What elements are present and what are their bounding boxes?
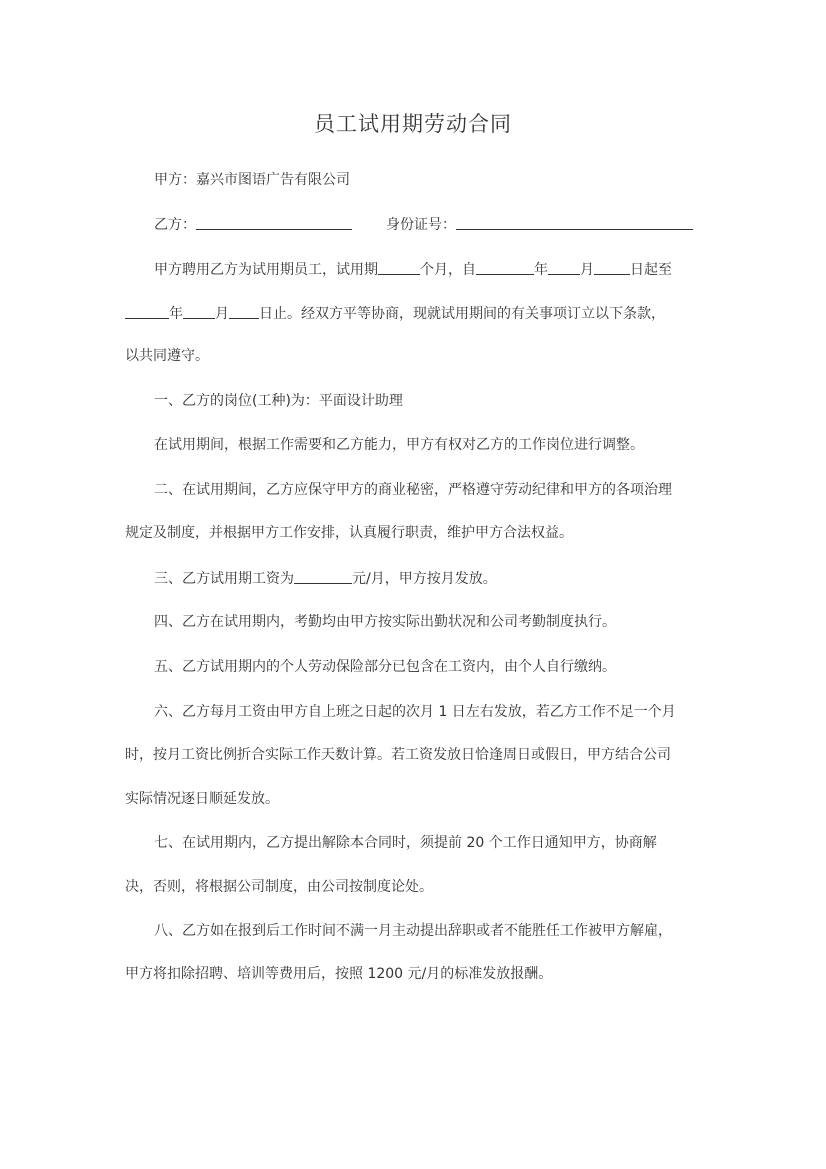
clause-4: 四、乙方在试用期内，考勤均由甲方按实际出勤状况和公司考勤制度执行。 <box>154 614 616 630</box>
id-number-blank <box>456 214 693 230</box>
clause-2-line-2: 规定及制度，并根据甲方工作安排，认真履行职责，维护甲方合法权益。 <box>125 525 573 541</box>
clause-1: 一、乙方的岗位(工种)为：平面设计助理 <box>154 393 403 409</box>
intro-text-6: 年 <box>169 306 183 322</box>
intro-text-4: 月 <box>580 262 594 278</box>
intro-text-5: 日起至 <box>630 262 672 278</box>
intro-text-3: 年 <box>534 262 548 278</box>
intro-text-1: 甲方聘用乙方为试用期员工，试用期 <box>154 262 378 278</box>
intro-line-1 <box>154 259 700 280</box>
party-a-line: 甲方：嘉兴市图语广告有限公司 <box>154 172 350 188</box>
party-b-line <box>154 214 700 235</box>
clause-3 <box>154 568 700 589</box>
salary-blank <box>294 568 352 584</box>
end-year-blank <box>125 303 169 319</box>
clause-1-detail: 在试用期间，根据工作需要和乙方能力，甲方有权对乙方的工作岗位进行调整。 <box>154 437 644 453</box>
end-day-blank <box>229 303 259 319</box>
clause-8-line-2: 甲方将扣除招聘、培训等费用后，按照 1200 元/月的标准发放报酬。 <box>125 966 553 982</box>
intro-text-7: 月 <box>215 306 229 322</box>
clause-6-line-3: 实际情况逐日顺延发放。 <box>125 791 279 807</box>
start-year-blank <box>476 259 534 275</box>
end-month-blank <box>183 303 215 319</box>
clause-5: 五、乙方试用期内的个人劳动保险部分已包含在工资内，由个人自行缴纳。 <box>154 659 616 675</box>
clause-7-line-1: 七、在试用期内，乙方提出解除本合同时，须提前 20 个工作日通知甲方，协商解 <box>154 835 657 851</box>
id-number-label: 身份证号： <box>386 217 456 233</box>
clause-7-line-2: 决，否则，将根据公司制度，由公司按制度论处。 <box>125 879 433 895</box>
clause-8-line-1: 八、乙方如在报到后工作时间不满一月主动提出辞职或者不能胜任工作被甲方解雇， <box>154 923 672 939</box>
start-day-blank <box>594 259 630 275</box>
intro-text-8: 日止。经双方平等协商，现就试用期间的有关事项订立以下条款， <box>259 306 665 322</box>
intro-line-3: 以共同遵守。 <box>125 348 209 364</box>
clause-3-text-1: 三、乙方试用期工资为 <box>154 571 294 587</box>
start-month-blank <box>548 259 580 275</box>
clause-6-line-1: 六、乙方每月工资由甲方自上班之日起的次月 1 日左右发放，若乙方工作不足一个月 <box>154 704 676 720</box>
clause-2-line-1: 二、在试用期间，乙方应保守甲方的商业秘密，严格遵守劳动纪律和甲方的各项治理 <box>154 482 672 498</box>
intro-text-2: 个月，自 <box>420 262 476 278</box>
trial-months-blank <box>378 259 420 275</box>
clause-6-line-2: 时，按月工资比例折合实际工作天数计算。若工资发放日恰逢周日或假日，甲方结合公司 <box>125 747 671 763</box>
clause-3-text-2: 元/月，甲方按月发放。 <box>352 571 497 587</box>
party-b-label: 乙方： <box>154 217 196 233</box>
intro-line-2 <box>125 303 700 324</box>
document-title: 员工试用期劳动合同 <box>314 112 512 136</box>
party-b-name-blank <box>196 214 352 230</box>
